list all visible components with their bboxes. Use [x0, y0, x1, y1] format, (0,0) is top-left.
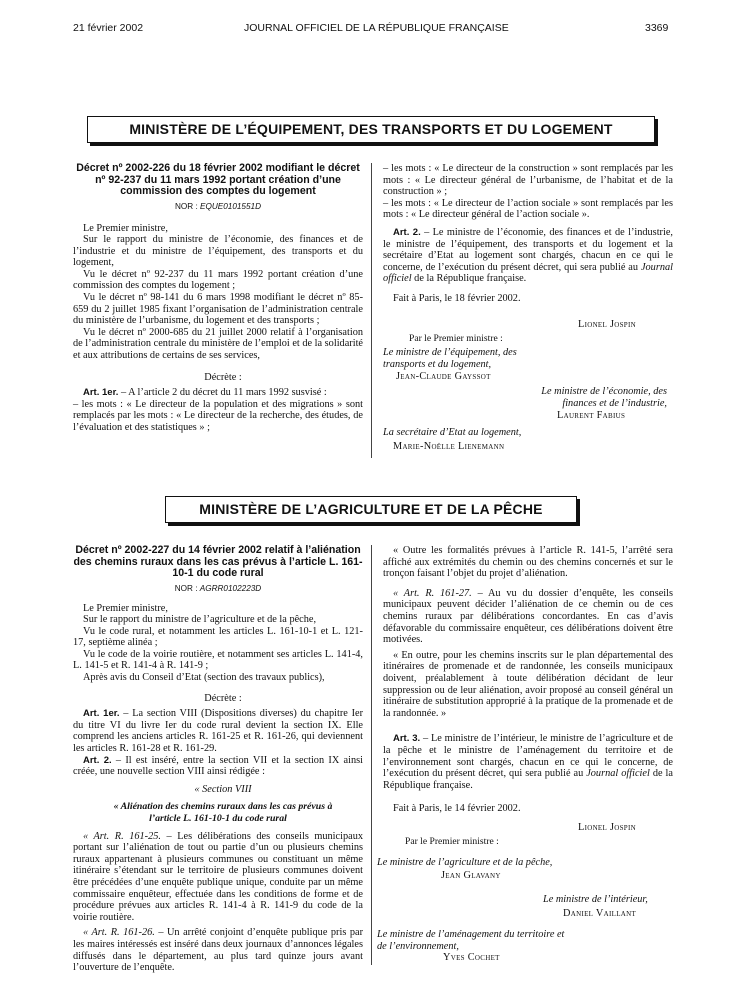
- decree2-pm-name: Lionel Jospin: [578, 822, 636, 833]
- decree1-sig1-name: Jean-Claude Gayssot: [396, 371, 491, 382]
- decree1-sig3-title: La secrétaire d’Etat au logement,: [383, 427, 522, 438]
- decree2-left-column: [73, 545, 363, 974]
- decree1-title: Décret nº 2002-226 du 18 février 2002 modifiant le décret nº 92-237 du 11 mars 1992 portant création d’une commission des comptes du logement: [76, 162, 360, 197]
- decree2-sig3-title: Le ministre de l’aménagement du territoire et de l’environnement,: [377, 929, 565, 952]
- decree2-nor: NOR : AGRR0102223D: [174, 583, 262, 593]
- decree2-sig2-name: Daniel Vaillant: [563, 908, 637, 919]
- decree2-sig1-title: Le ministre de l’agriculture et de la pêche,: [377, 857, 553, 868]
- decree1-sig3-name: Marie-Noëlle Lienemann: [393, 441, 505, 452]
- decree1-sig2-title: Le ministre de l’économie, des finances et de l’industrie,: [541, 386, 667, 409]
- ministry-heading-equipement: MINISTÈRE DE L’ÉQUIPEMENT, DES TRANSPORTS ET DU LOGEMENT: [87, 116, 655, 143]
- decree1-sig1-title: Le ministre de l’équipement, des transports et du logement,: [383, 347, 517, 370]
- decree1-preamble: Le Premier ministre, Sur le rapport du ministre de l’économie, des finances et de l’industrie et du ministre de l’équipement, des transports et du logement, Vu le décret nº 92-237 du 11 mars 1992 portant création d’une commission des comptes du logement ; Vu le décret nº 98-141 du 6 mars 1998 modifiant le décret nº 85-659 du 2 juillet 1985 fixant l’organisation de l’administration centrale du ministère de l’urbanisme, du logement et des transports ; Vu le décret nº 2000-685 du 21 juillet 2000 relatif à l’organisation de l’administration centrale du ministère de l’emploi et de la solidarité et aux attributions de certains de ses services, Décrète : Art. 1er. – A l’article 2 du décret du 11 mars 1992 susvisé : – les mots : « Le directeur de la population et des migrations » sont remplacés par les mots : « Le directeur de la recherche, des études, de l’évaluation et des statistiques » ;: [73, 222, 363, 433]
- decree2-sig3-name: Yves Cochet: [443, 952, 500, 963]
- decree2-body-left: Le Premier ministre, Sur le rapport du ministre de l’agriculture et de la pêche, Vu le code rural, et notamment les articles L. 161-10-1 et L. 121-17, septième alinéa ; Vu le code de la voirie routière, et notamment ses articles L. 141-4, L. 141-5 et R. 141-4 à R. 141-9 ; Après avis du Conseil d’Etat (section des travaux publics), Décrète : Art. 1er. – La section VIII (Dispositions diverses) du chapitre Ier du titre VI du livre Ier du code rural devient la section IX. Elle comprend les anciens articles R. 161-25 et R. 161-26, qui deviennent les articles R. 161-28 et R. 161-29. Art. 2. – Il est inséré, entre la section VII et la section IX ainsi créée, une nouvelle section VIII ainsi rédigée : « Section VIII « Aliénation des chemins ruraux dans les cas prévus à l’article L. 161-10-1 du code rural « Art. R. 161-25. – Les délibérations des conseils municipaux portant sur l’aliénation de tout ou partie d’un ou plusieurs chemins ruraux appartenant à plusieurs communes ou constituant un même itinéraire s’étendant sur le territoire de plusieurs communes doivent être précédées d’une enquête publique unique, conduite par un même commissaire enquêteur, effectuée dans les conditions de forme et de procédure prévues aux articles R. 141-4 à R. 141-9 du code de la voirie routière. « Art. R. 161-26. – Un arrêté conjoint d’enquête publique pris par les maires intéressés est inséré dans deux journaux d’annonces légales diffusés dans le département, au plus tard quinze jours avant l’ouverture de l’enquête.: [73, 602, 363, 974]
- decree1-nor: NOR : EQUE0101551D: [174, 201, 262, 211]
- decree2-par-pm: Par le Premier ministre :: [405, 836, 499, 847]
- decree2-right-column: « Outre les formalités prévues à l’article R. 141-5, l’arrêté sera affiché aux extrémités du chemin ou des chemins concernés et sur le tronçon faisant l’objet du projet d’aliénation. « Art. R. 161-27. – Au vu du dossier d’enquête, les conseils municipaux peuvent décider l’aliénation de ce chemin ou de ces chemins ruraux par délibérations concordantes. En cas d’avis défavorable du commissaire enquêteur, ces délibérations doivent être motivées. « En outre, pour les chemins inscrits sur le plan départemental des itinéraires de promenade et de randonnée, les conseils municipaux doivent, préalablement à toute délibération décidant de leur suppression ou de leur aliénation, avoir proposé au conseil général un itinéraire de substitution approprié à la pratique de la promenade et de la randonnée. » Art. 3. – Le ministre de l’intérieur, le ministre de l’agriculture et de la pêche et le ministre de l’aménagement du territoire et de l’environnement sont chargés, chacun en ce qui le concerne, de l’exécution du présent décret, qui sera publié au Journal officiel de la République française. Fait à Paris, le 14 février 2002.: [383, 545, 674, 815]
- decree2-sig2-title: Le ministre de l’intérieur,: [543, 894, 648, 905]
- header-date: 21 février 2002: [73, 22, 144, 34]
- decree1-left-column: [73, 163, 363, 434]
- ministry-heading-agriculture: MINISTÈRE DE L’AGRICULTURE ET DE LA PÊCHE: [165, 496, 577, 523]
- decree1-pm-name: Lionel Jospin: [578, 319, 636, 330]
- decree1-right-column: – les mots : « Le directeur de la construction » sont remplacés par les mots : « Le directeur général de l’urbanisme, de l’habitat et de la construction » ; – les mots : « Le directeur de l’action sociale » sont remplacés par les mots : « Le directeur général de l’action sociale ». Art. 2. – Le ministre de l’économie, des finances et de l’industrie, le ministre de l’équipement, des transports et du logement et la secrétaire d’Etat au logement sont chargés, chacun en ce qui le concerne, de l’exécution du présent décret, qui sera publié au Journal officiel de la République française. Fait à Paris, le 18 février 2002.: [383, 163, 673, 304]
- decree2-sig1-name: Jean Glavany: [441, 870, 501, 881]
- decree1-par-pm: Par le Premier ministre :: [409, 333, 503, 344]
- column-divider: [371, 163, 372, 458]
- decree1-sig2-name: Laurent Fabius: [557, 410, 626, 421]
- header-journal: JOURNAL OFFICIEL DE LA RÉPUBLIQUE FRANÇAISE: [244, 22, 509, 34]
- decree2-title: Décret nº 2002-227 du 14 février 2002 relatif à l’aliénation des chemins ruraux dans les cas prévus à l’article L. 161-10-1 du code rural: [73, 544, 363, 579]
- header-page-number: 3369: [645, 22, 669, 34]
- column-divider-2: [371, 545, 372, 965]
